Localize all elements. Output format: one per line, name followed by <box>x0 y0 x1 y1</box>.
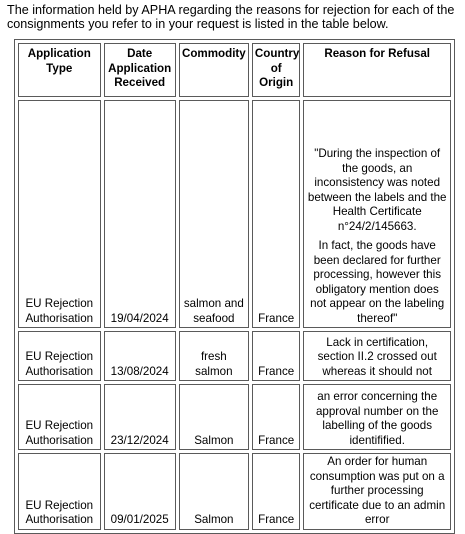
cell-commodity: Salmon <box>179 384 249 450</box>
table-header <box>18 43 451 97</box>
table-body <box>18 100 451 530</box>
header-commodity: Commodity <box>179 43 249 97</box>
table-row <box>18 453 451 530</box>
cell-date-received: 09/01/2025 <box>104 453 176 530</box>
reason-paragraph: Lack in certification, section II.2 crossed out whereas it should not <box>317 335 437 378</box>
cell-reason-for-refusal <box>303 331 451 381</box>
header-country-of-origin: Country of Origin <box>252 43 300 97</box>
cell-reason-for-refusal <box>303 100 451 328</box>
reason-paragraph: An order for human consumption was put on a further processing certificate due to an admin error <box>309 455 446 526</box>
cell-commodity: Salmon <box>179 453 249 530</box>
cell-application-type: EU Rejection Authorisation <box>18 453 101 530</box>
cell-application-type: EU Rejection Authorisation <box>18 100 101 328</box>
header-row <box>18 43 451 97</box>
cell-country-of-origin: France <box>252 453 300 530</box>
cell-country-of-origin: France <box>252 384 300 450</box>
cell-commodity: fresh salmon <box>179 331 249 381</box>
cell-reason-for-refusal <box>303 384 451 450</box>
cell-date-received: 13/08/2024 <box>104 331 176 381</box>
cell-date-received: 23/12/2024 <box>104 384 176 450</box>
reason-paragraph: In fact, the goods have been declared for further processing, however this obligatory mention does not appear on the labeling thereof" <box>310 239 445 325</box>
intro-paragraph: The information held by APHA regarding the reasons for rejection for each of the consignments you refer to in your request is listed in the table below. <box>7 3 455 31</box>
cell-country-of-origin: France <box>252 331 300 381</box>
cell-application-type: EU Rejection Authorisation <box>18 384 101 450</box>
reason-paragraph: "During the inspection of the goods, an inconsistency was noted between the labels and the Health Certificate n°24/2/145663. <box>307 147 447 233</box>
header-date-received: Date Application Received <box>104 43 176 97</box>
cell-date-received: 19/04/2024 <box>104 100 176 328</box>
refusal-reasons-table <box>14 39 455 534</box>
header-application-type: Application Type <box>18 43 101 97</box>
cell-country-of-origin: France <box>252 100 300 328</box>
reason-paragraph: an error concerning the approval number on the labelling of the goods identifified. <box>315 390 439 447</box>
cell-reason-for-refusal <box>303 453 451 530</box>
table-row <box>18 100 451 328</box>
cell-application-type: EU Rejection Authorisation <box>18 331 101 381</box>
table-row <box>18 331 451 381</box>
header-reason-for-refusal: Reason for Refusal <box>303 43 451 97</box>
table-row <box>18 384 451 450</box>
cell-commodity: salmon and seafood <box>179 100 249 328</box>
